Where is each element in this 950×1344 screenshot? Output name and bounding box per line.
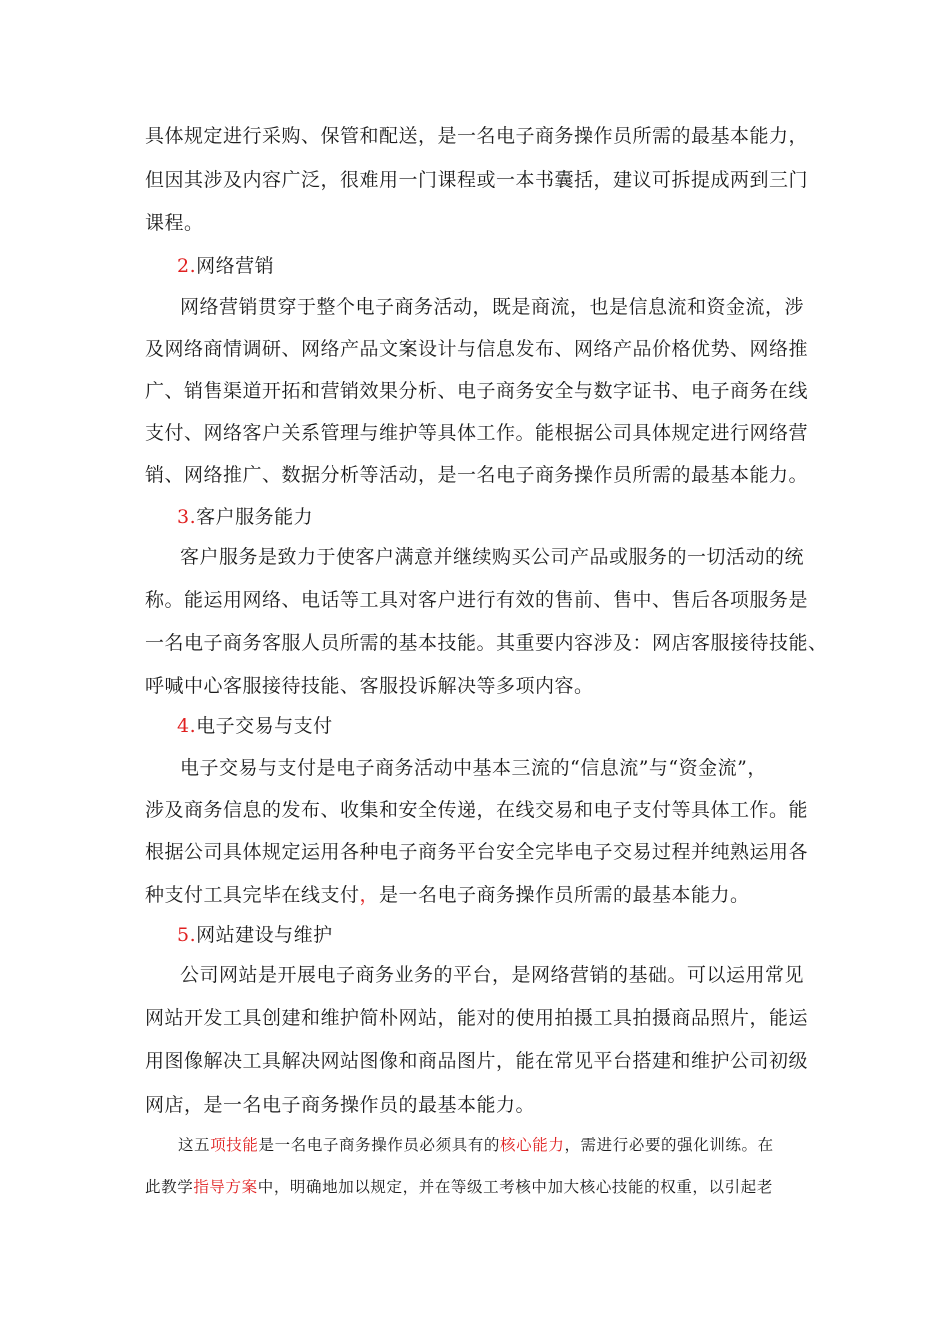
- highlight-text: 核心能力: [500, 1136, 565, 1154]
- highlight-text: 指导方案: [193, 1178, 258, 1196]
- summary-line: [178, 1133, 774, 1157]
- text-run: 这五: [178, 1136, 211, 1154]
- text-run: 种支付工具完毕在线支付: [145, 884, 360, 906]
- paragraph-line: 广、销售渠道开拓和营销效果分析、电子商务安全与数字证书、电子商务在线: [145, 380, 809, 402]
- paragraph-line: 客户服务是致力于使客户满意并继续购买公司产品或服务的一切活动的统: [180, 546, 805, 568]
- paragraph-line: 具体规定进行采购、保管和配送，是一名电子商务操作员所需的最基本能力，: [145, 125, 809, 147]
- paragraph-line: 根据公司具体规定运用各种电子商务平台安全完毕电子交易过程并纯熟运用各: [145, 841, 809, 863]
- paragraph-line: 网店，是一名电子商务操作员的最基本能力。: [145, 1094, 536, 1116]
- paragraph-line: 及网络商情调研、网络产品文案设计与信息发布、网络产品价格优势、网络推: [145, 338, 809, 360]
- highlight-comma: ，: [359, 884, 380, 906]
- section-number: 5.: [177, 924, 197, 946]
- paragraph-line: 呼喊中心客服接待技能、客服投诉解决等多项内容。: [145, 675, 594, 697]
- text-run: 此教学: [145, 1178, 194, 1196]
- paragraph-line: 网络营销贯穿于整个电子商务活动，既是商流，也是信息流和资金流，涉: [180, 296, 805, 318]
- paragraph-line: 公司网站是开展电子商务业务的平台，是网络营销的基础。可以运用常见: [180, 964, 805, 986]
- paragraph-line: 涉及商务信息的发布、收集和安全传递，在线交易和电子支付等具体工作。能: [145, 799, 809, 821]
- section-number: 3.: [177, 506, 197, 528]
- paragraph-line: 一名电子商务客服人员所需的基本技能。其重要内容涉及：网店客服接待技能、: [145, 632, 828, 654]
- summary-line: [145, 1175, 773, 1199]
- section-title: 网站建设与维护: [196, 924, 333, 946]
- section-title: 网络营销: [196, 255, 275, 277]
- text-run: 是一名电子商务操作员必须具有的: [258, 1136, 501, 1154]
- section-title: 客户服务能力: [196, 506, 314, 528]
- section-heading-2: [177, 254, 274, 278]
- section-number: 2.: [177, 255, 197, 277]
- paragraph-line: 用图像解决工具解决网站图像和商品图片，能在常见平台搭建和维护公司初级: [145, 1050, 809, 1072]
- section-number: 4.: [177, 715, 197, 737]
- text-run: 是一名电子商务操作员所需的最基本能力。: [379, 884, 750, 906]
- paragraph-line: 网站开发工具创建和维护简朴网站，能对的使用拍摄工具拍摄商品照片，能运: [145, 1007, 809, 1029]
- paragraph-line: 支付、网络客户关系管理与维护等具体工作。能根据公司具体规定进行网络营: [145, 422, 809, 444]
- section-heading-4: [177, 714, 333, 738]
- text-run: ，需进行必要的强化训练。在: [564, 1136, 774, 1154]
- highlight-text: 项技能: [210, 1136, 259, 1154]
- text-run: 中，明确地加以规定，并在等级工考核中加大核心技能的权重，以引起老: [257, 1178, 773, 1196]
- paragraph-line: 称。能运用网络、电话等工具对客户进行有效的售前、售中、售后各项服务是: [145, 589, 809, 611]
- paragraph-line: [145, 883, 750, 907]
- paragraph-line: 课程。: [145, 212, 204, 234]
- paragraph-line: 销、网络推广、数据分析等活动，是一名电子商务操作员所需的最基本能力。: [145, 464, 809, 486]
- paragraph-line: 但因其涉及内容广泛，很难用一门课程或一本书囊括，建议可拆提成两到三门: [145, 169, 809, 191]
- section-heading-3: [177, 505, 313, 529]
- section-title: 电子交易与支付: [196, 715, 333, 737]
- paragraph-line: 电子交易与支付是电子商务活动中基本三流的“信息流”与“资金流”，: [180, 757, 767, 779]
- section-heading-5: [177, 923, 333, 947]
